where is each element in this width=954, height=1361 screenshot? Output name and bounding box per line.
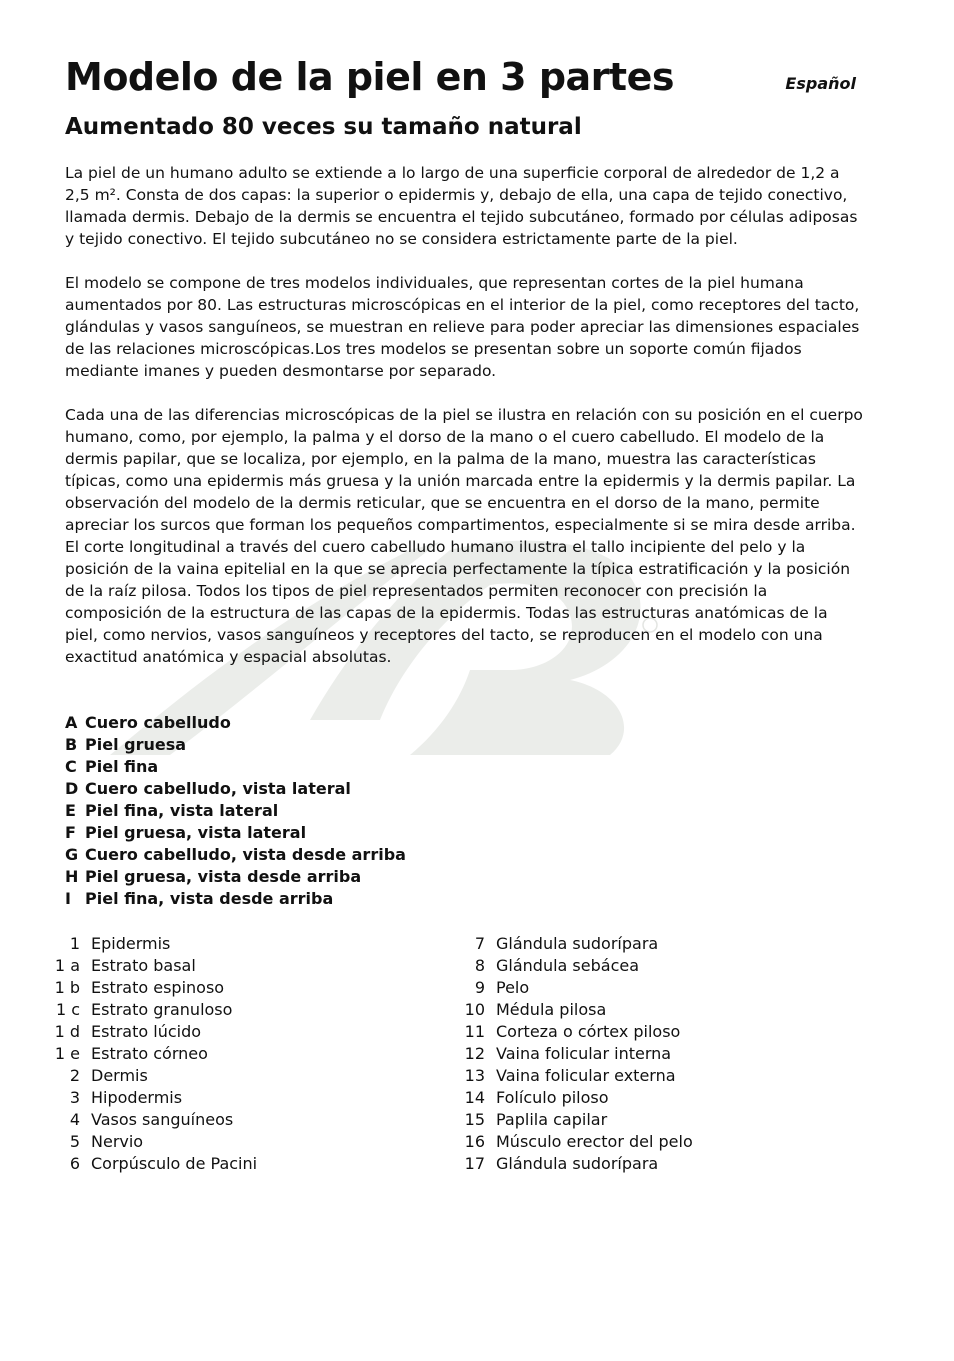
legend-label: Epidermis xyxy=(91,934,171,953)
language-label: Español xyxy=(785,74,856,93)
legend-item xyxy=(455,1131,693,1153)
view-item xyxy=(65,756,406,778)
legend-label: Corteza o córtex piloso xyxy=(496,1022,681,1041)
legend-item xyxy=(50,1043,257,1065)
view-letter: B xyxy=(65,735,78,754)
view-letter: C xyxy=(65,757,77,776)
legend-item xyxy=(455,1021,693,1043)
legend-item xyxy=(50,1021,257,1043)
legend-left-column xyxy=(50,933,257,1175)
legend-number: 6 xyxy=(69,1154,80,1173)
legend-label: Paplila capilar xyxy=(496,1110,608,1129)
page-subtitle: Aumentado 80 veces su tamaño natural xyxy=(65,114,582,140)
legend-item xyxy=(455,1065,693,1087)
legend-label: Vasos sanguíneos xyxy=(91,1110,234,1129)
legend-number: 4 xyxy=(69,1110,80,1129)
legend-label: Folículo piloso xyxy=(496,1088,609,1107)
legend-item xyxy=(50,999,257,1021)
legend-number: 1 c xyxy=(55,1000,80,1019)
legend-number: 13 xyxy=(464,1066,485,1085)
legend-label: Pelo xyxy=(496,978,530,997)
legend-number: 1 xyxy=(69,934,80,953)
legend-item xyxy=(455,955,693,977)
legend-number: 16 xyxy=(464,1132,485,1151)
legend-number: 1 a xyxy=(54,956,80,975)
legend-label: Nervio xyxy=(91,1132,144,1151)
legend-item xyxy=(455,999,693,1021)
legend-number: 2 xyxy=(69,1066,80,1085)
legend-label: Vaina folicular interna xyxy=(496,1044,672,1063)
legend-number: 9 xyxy=(474,978,485,997)
view-letter: A xyxy=(65,713,78,732)
view-item xyxy=(65,844,406,866)
view-label: Piel gruesa, vista lateral xyxy=(85,823,307,842)
legend-item xyxy=(455,1109,693,1131)
view-letter: I xyxy=(65,889,71,908)
view-label: Cuero cabelludo, vista desde arriba xyxy=(85,845,406,864)
view-label: Cuero cabelludo, vista lateral xyxy=(85,779,351,798)
legend-label: Glándula sudorípara xyxy=(496,1154,659,1173)
legend-item xyxy=(455,933,693,955)
page-title: Modelo de la piel en 3 partes xyxy=(65,55,674,99)
legend-item xyxy=(50,955,257,977)
views-list xyxy=(65,712,406,910)
legend-label: Médula pilosa xyxy=(496,1000,607,1019)
view-item xyxy=(65,822,406,844)
legend-item xyxy=(455,1043,693,1065)
legend-number: 11 xyxy=(464,1022,485,1041)
view-letter: D xyxy=(65,779,79,798)
legend-label: Vaina folicular externa xyxy=(496,1066,676,1085)
view-item xyxy=(65,800,406,822)
legend-number: 10 xyxy=(464,1000,485,1019)
view-item xyxy=(65,866,406,888)
paragraph: El modelo se compone de tres modelos individuales, que representan cortes de la piel humana aumentados por 80. Las estructuras microscópicas en el interior de la piel, como receptores del tacto, glándulas y vasos sanguíneos, se muestran en relieve para poder apreciar las dimensiones espaciales de las relaciones microscópicas.Los tres modelos se presentan sobre un soporte común fijados mediante imanes y pueden desmontarse por separado. xyxy=(65,274,860,380)
legend-label: Estrato lúcido xyxy=(91,1022,202,1041)
legend-item xyxy=(455,977,693,999)
view-label: Cuero cabelludo xyxy=(85,713,231,732)
legend-label: Hipodermis xyxy=(91,1088,183,1107)
legend-label: Dermis xyxy=(91,1066,148,1085)
legend-number: 5 xyxy=(69,1132,80,1151)
legend-item xyxy=(50,1153,257,1175)
legend-number: 17 xyxy=(464,1154,485,1173)
view-label: Piel fina xyxy=(85,757,159,776)
view-letter: F xyxy=(65,823,76,842)
legend-item xyxy=(50,1131,257,1153)
view-item xyxy=(65,712,406,734)
legend-number: 1 b xyxy=(54,978,80,997)
view-letter: E xyxy=(65,801,76,820)
legend-item xyxy=(50,933,257,955)
legend-item xyxy=(50,1065,257,1087)
legend-number: 15 xyxy=(464,1110,485,1129)
view-letter: G xyxy=(65,845,79,864)
view-label: Piel fina, vista lateral xyxy=(85,801,279,820)
legend-label: Glándula sebácea xyxy=(496,956,640,975)
legend-item xyxy=(455,1087,693,1109)
paragraph: La piel de un humano adulto se extiende a lo largo de una superficie corporal de alrededor de 1,2 a 2,5 m². Consta de dos capas: la superior o epidermis y, debajo de ella, una capa de tejido conectivo, llamada dermis. Debajo de la dermis se encuentra el tejido subcutáneo, formado por células adiposas y tejido conectivo. El tejido subcutáneo no se considera estrictamente parte de la piel. xyxy=(65,164,858,248)
view-label: Piel gruesa, vista desde arriba xyxy=(85,867,362,886)
legend-number: 1 d xyxy=(54,1022,80,1041)
body-text xyxy=(65,162,865,690)
legend-item xyxy=(455,1153,693,1175)
legend-label: Músculo erector del pelo xyxy=(496,1132,693,1151)
view-item xyxy=(65,888,406,910)
legend-number: 7 xyxy=(474,934,485,953)
view-label: Piel gruesa xyxy=(85,735,187,754)
legend-label: Glándula sudorípara xyxy=(496,934,659,953)
paragraph: Cada una de las diferencias microscópicas de la piel se ilustra en relación con su posición en el cuerpo humano, como, por ejemplo, la palma y el dorso de la mano o el cuero cabelludo. El modelo de la dermis papilar, que se localiza, por ejemplo, en la palma de la mano, muestra las características típicas, como una epidermis más gruesa y la unión marcada entre la epidermis y la dermis papilar. La observación del modelo de la dermis reticular, que se encuentra en el dorso de la mano, permite apreciar los surcos que forman los pequeños compartimentos, especialmente si se mira desde arriba. El corte longitudinal a través del cuero cabelludo humano ilustra el tallo incipiente del pelo y la posición de la vaina epitelial en la que se aprecia perfectamente la típica estratificación y la posición de la raíz pilosa. Todos los tipos de piel representados permiten reconocer con precisión la composición de la estructura de las capas de la epidermis. Todas las estructuras anatómicas de la piel, como nervios, vasos sanguíneos y receptores del tacto, se reproducen en el modelo con una exactitud anatómica y espacial absolutas. xyxy=(65,406,863,666)
legend-label: Corpúsculo de Pacini xyxy=(91,1154,258,1173)
legend-label: Estrato espinoso xyxy=(91,978,225,997)
legend-label: Estrato granuloso xyxy=(91,1000,233,1019)
view-item xyxy=(65,778,406,800)
view-letter: H xyxy=(65,867,79,886)
view-item xyxy=(65,734,406,756)
legend-number: 8 xyxy=(474,956,485,975)
legend-number: 14 xyxy=(464,1088,485,1107)
legend-number: 12 xyxy=(464,1044,485,1063)
legend-label: Estrato basal xyxy=(91,956,196,975)
legend-item xyxy=(50,1109,257,1131)
legend-number: 1 e xyxy=(54,1044,80,1063)
legend-item xyxy=(50,977,257,999)
legend-item xyxy=(50,1087,257,1109)
view-label: Piel fina, vista desde arriba xyxy=(85,889,334,908)
legend-number: 3 xyxy=(69,1088,80,1107)
legend-label: Estrato córneo xyxy=(91,1044,208,1063)
legend-right-column xyxy=(455,933,693,1175)
